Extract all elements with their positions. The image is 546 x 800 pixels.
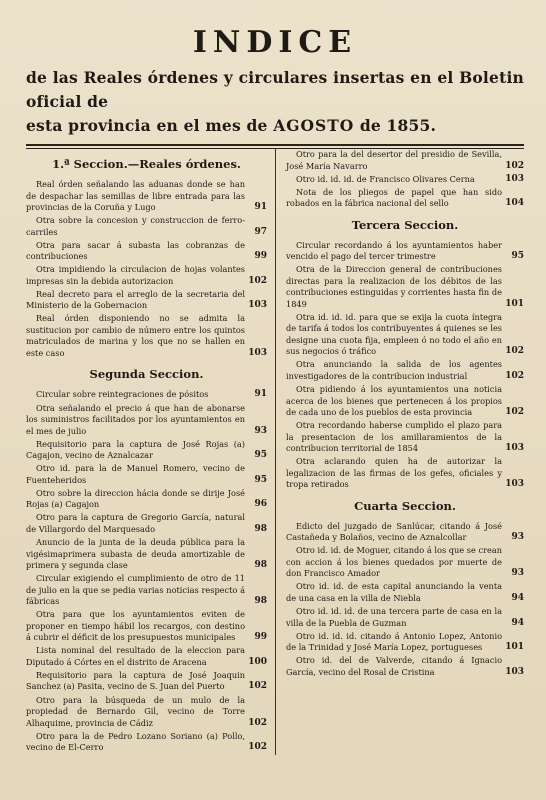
- subtitle-line-2b: de 1855.: [359, 116, 437, 135]
- entry-text: Otra anunciando la salida de los agentes investigadores de la contribucion industrial: [286, 359, 502, 381]
- index-entry: [286, 581, 524, 604]
- entry-text: Real decreto para el arreglo de la secretaria del Ministerio de la Gobernacion: [26, 288, 245, 311]
- entry-text: Otro para la captura de Gregorio García, natural de Villargordo del Marquesado: [26, 512, 245, 534]
- index-entry: [26, 240, 267, 263]
- entry-page-number: 100: [248, 656, 267, 667]
- section-heading: Tercera Seccion.: [351, 217, 459, 232]
- entry-text: Otra aclarando quien ha de autorizar la legalizacion de las firmas de los gefes, oficiales y tropa retirados: [286, 456, 502, 490]
- entry-text: Otra señalando el precio á que han de abonarse los suministros facilitados por los ayuntamientos en el mes de julio: [26, 402, 245, 436]
- entry-page-number: 104: [505, 198, 524, 209]
- entry-text: Otro para la búsqueda de un mulo de la propiedad de Bernardo Gil, vecino de Torre Alhaquime, provincia de Cádiz: [26, 694, 245, 728]
- index-entry: [26, 389, 267, 401]
- entry-page-number: 103: [248, 347, 267, 358]
- section-heading: Segunda Seccion.: [89, 367, 204, 382]
- entry-text: Otro id. id. id. de una tercera parte de casa en la villa de la Puebla de Guzman: [286, 606, 502, 628]
- index-entry: [286, 187, 524, 210]
- entry-page-number: 102: [505, 160, 524, 171]
- entry-text: Otro para la de Pedro Lozano Soriano (a) Pollo, vecino de El-Cerro: [26, 730, 245, 753]
- entry-page-number: 99: [254, 251, 267, 262]
- entry-page-number: 93: [511, 532, 524, 543]
- entry-text: Otra sobre la concesion y construccion de ferro-carriles: [26, 215, 245, 237]
- entry-page-number: 95: [254, 450, 267, 461]
- index-entry: [286, 240, 524, 263]
- entry-page-number: 101: [505, 298, 524, 309]
- index-entry: [26, 403, 267, 438]
- entry-text: Requisitorio para la captura de José Joaquin Sanchez (a) Pasita, vecino de S. Juan del Puerto: [26, 669, 245, 692]
- entry-text: Otra para sacar á subasta las cobranzas de contribuciones: [26, 239, 245, 262]
- entry-page-number: 102: [248, 275, 267, 286]
- entry-page-number: 102: [248, 717, 267, 728]
- index-entry: [26, 695, 267, 730]
- entry-text: Requisitorio para la captura de José Rojas (a) Cagajon, vecino de Aznalcazar: [26, 438, 245, 461]
- entry-text: Otro id. del de Valverde, citando á Ignacio García, vecino del Rosal de Cristina: [286, 655, 502, 677]
- index-entry: [286, 420, 524, 455]
- entry-page-number: 98: [254, 560, 267, 571]
- entry-page-number: 96: [254, 499, 267, 510]
- entry-page-number: 95: [254, 474, 267, 485]
- entry-text: Real órden disponiendo no se admita la sustitucion por cambio de número entre los quintos matriculados de marina y los que no se hallen en este caso: [26, 313, 245, 358]
- entry-text: Otro para la del desertor del presidio de Sevilla, José María Navarro: [286, 149, 502, 171]
- index-entry: [286, 359, 524, 382]
- index-columns: [26, 149, 524, 755]
- entry-page-number: 103: [505, 443, 524, 454]
- index-entry: [286, 631, 524, 654]
- index-entry: [26, 179, 267, 214]
- index-entry: [26, 512, 267, 535]
- index-entry: [286, 264, 524, 310]
- index-entry: [286, 312, 524, 358]
- index-entry: [26, 439, 267, 462]
- index-entry: [26, 670, 267, 693]
- entry-page-number: 103: [505, 173, 524, 184]
- entry-text: Circular exigiendo el cumplimiento de otro de 11 de julio en la que se pedia varias noticias respecto á fábricas: [26, 573, 245, 607]
- entry-page-number: 97: [254, 226, 267, 237]
- index-entry: [286, 606, 524, 629]
- entry-text: Otro sobre la direccion hácia donde se dirije José Rojas (a) Cagajon: [26, 487, 245, 510]
- index-entry: [26, 215, 267, 238]
- entry-page-number: 95: [511, 251, 524, 262]
- index-entry: [286, 174, 524, 186]
- entry-text: Otra pidiendo á los ayuntamientos una noticia acerca de los bienes que pertenecen á los propios de cada uno de los pueblos de esta provincia: [286, 384, 502, 418]
- entry-text: Edicto del juzgado de Sanlúcar, citando á José Castañeda y Bolaños, vecino de Aznalcollar: [286, 520, 502, 543]
- entry-page-number: 102: [505, 407, 524, 418]
- entry-page-number: 94: [511, 592, 524, 603]
- index-entry: [26, 313, 267, 359]
- entry-text: Real órden señalando las aduanas donde se han de despachar las semillas de libre entrada para las provincias de la Coruña y Lugo: [26, 179, 245, 212]
- index-title: INDICE: [192, 25, 358, 60]
- index-entry: [26, 264, 267, 287]
- index-entry: [286, 655, 524, 678]
- entry-text: Otro id. id. id. de Francisco Olivares Cerna: [296, 173, 475, 184]
- left-column: [26, 149, 276, 755]
- section-heading: 1.ª Seccion.—Reales órdenes.: [52, 157, 241, 171]
- entry-text: Otro id. id. id. citando á Antonio Lopez, Antonio de la Trinidad y José María Lopez, portugueses: [286, 630, 502, 653]
- entry-page-number: 93: [254, 425, 267, 436]
- index-entry: [26, 731, 267, 754]
- subtitle-line-2a: esta provincia en el mes de: [26, 116, 268, 135]
- index-entry: [286, 456, 524, 491]
- entry-text: Otra de la Direccion general de contribuciones directas para la realizacion de los débitos de las contribuciones estinguidas y corrientes hasta fin de 1849: [286, 264, 502, 309]
- index-entry: [26, 573, 267, 608]
- entry-page-number: 103: [248, 300, 267, 311]
- entry-page-number: 94: [511, 617, 524, 628]
- index-entry: [286, 384, 524, 419]
- entry-text: Otra impidiendo la circulacion de hojas volantes impresas sin la debida autorizacion: [26, 264, 245, 286]
- index-entry: [26, 488, 267, 511]
- entry-page-number: 103: [505, 479, 524, 490]
- entry-text: Circular sobre reintegraciones de pósitos: [36, 389, 209, 400]
- entry-text: Anuncio de la junta de la deuda pública para la vigésimaprimera subasta de deuda amortizable de primera y segunda clase: [26, 537, 245, 571]
- entry-page-number: 101: [505, 642, 524, 653]
- entry-text: Nota de los pliegos de papel que han sido robados en la fábrica nacional del sello: [286, 186, 502, 209]
- subtitle-month: AGOSTO: [273, 116, 355, 135]
- entry-page-number: 102: [248, 681, 267, 692]
- entry-text: Otra para que los ayuntamientos eviten de proponer en tiempo hábil los recargos, con destino á cubrir el déficit de los presupuestos municipales: [26, 609, 245, 643]
- entry-page-number: 93: [511, 568, 524, 579]
- section-heading: Cuarta Seccion.: [354, 498, 456, 513]
- index-entry: [26, 289, 267, 312]
- entry-text: Otro id. id. de Moguer, citando á los que se crean con accion á los bienes quedados por muerte de don Francisco Amador: [286, 545, 502, 579]
- entry-page-number: 99: [254, 632, 267, 643]
- subtitle-line-1: de las Reales órdenes y circulares insertas en el Boletin oficial de: [26, 68, 524, 111]
- entry-page-number: 103: [505, 666, 524, 677]
- entry-text: Circular recordando á los ayuntamientos haber vencido el pago del tercer trimestre: [286, 239, 502, 262]
- entry-page-number: 91: [254, 202, 267, 212]
- entry-text: Otro id. para la de Manuel Romero, vecino de Fuenteheridos: [26, 463, 245, 485]
- index-entry: [26, 609, 267, 644]
- entry-page-number: 102: [505, 370, 524, 381]
- entry-text: Otra recordando haberse cumplido el plazo para la presentacion de los amillaramientos de la contribucion territorial de 1854: [286, 420, 502, 454]
- index-entry: [286, 545, 524, 580]
- right-column: [276, 149, 524, 755]
- index-subtitle: [26, 66, 524, 138]
- entry-text: Otro id. id. de esta capital anunciando la venta de una casa en la villa de Niebla: [286, 581, 502, 603]
- entry-text: Lista nominal del resultado de la eleccion para Diputado á Córtes en el distrito de Aracena: [26, 645, 245, 667]
- entry-page-number: 102: [248, 742, 267, 753]
- entry-page-number: 98: [254, 596, 267, 607]
- index-entry: [26, 463, 267, 486]
- entry-page-number: 91: [254, 389, 267, 400]
- entry-page-number: 98: [254, 523, 267, 534]
- entry-text: Otra id. id. id. para que se exija la cuota íntegra de tarifa á todos los contribuyentes á quienes se les designe una cuota fija, empleen ó no todo el año en sus negocios ó tráfico: [286, 311, 502, 357]
- entry-page-number: 102: [505, 346, 524, 357]
- index-entry: [26, 537, 267, 572]
- index-entry: [286, 521, 524, 544]
- index-entry: [286, 149, 524, 172]
- index-entry: [26, 645, 267, 668]
